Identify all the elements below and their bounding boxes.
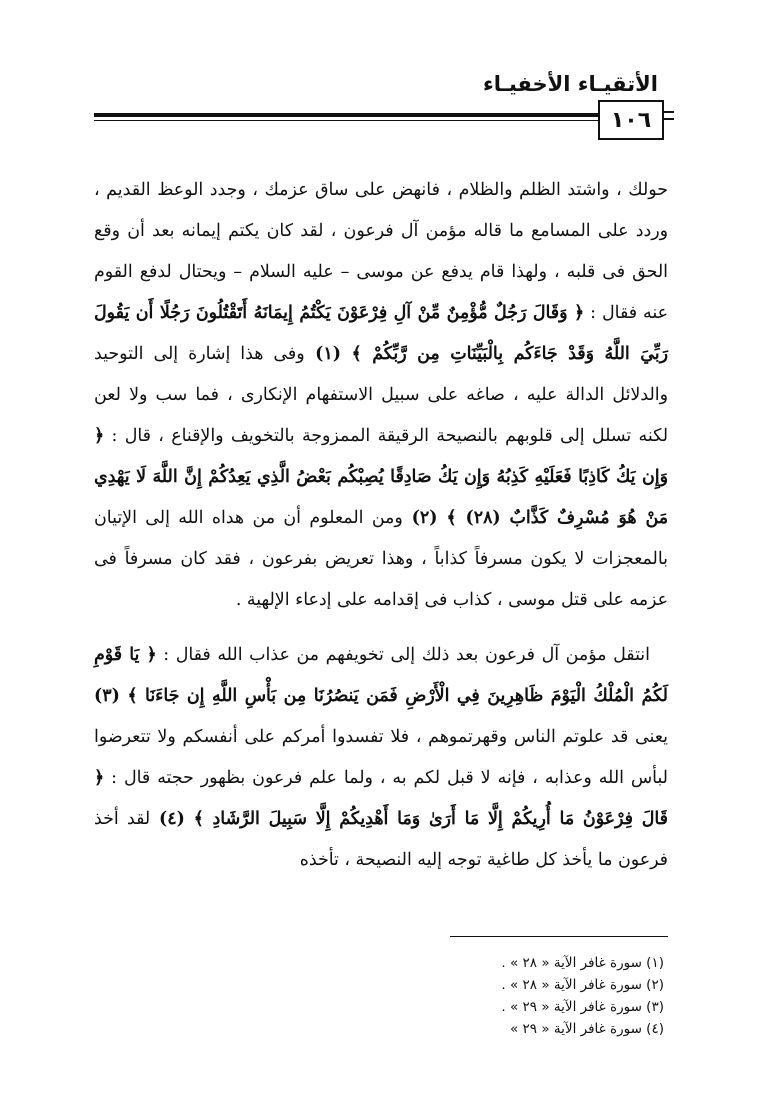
quran-quote: ﴿ يَا قَوْمِ لَكُمُ الْمُلْكُ الْيَوْمَ ظَاهِرِينَ فِي الْأَرْضِ فَمَن يَنصُرُنَا مِن بَأْسِ اللَّهِ إِن جَاءَنَا ﴾ xyxy=(94,645,668,706)
quran-quote: ﴿ وَقَالَ رَجُلٌ مُّؤْمِنٌ مِّنْ آلِ فِرْعَوْنَ يَكْتُمُ إِيمَانَهُ أَتَقْتُلُونَ رَجُلًا أَن يَقُولَ رَبِّيَ اللَّهُ وَقَدْ جَاءَكُم بِالْبَيِّنَاتِ مِن رَّبِّكُمْ ﴾ xyxy=(94,303,668,364)
body-text xyxy=(94,170,668,881)
footnotes xyxy=(501,952,664,1040)
paragraph xyxy=(94,635,668,881)
footnote-ref: (٢) xyxy=(402,508,447,528)
text-run: انتقل مؤمن آل فرعون بعد ذلك إلى تخويفهم من عذاب الله فقال : xyxy=(156,645,650,665)
footnote-ref: (١) xyxy=(304,344,352,364)
footnote-rule xyxy=(450,936,668,937)
text-run: وفى هذا إشارة إلى التوحيد والدلائل الدالة عليه ، صاغه على سبيل الاستفهام الإنكارى ، فما سب ولا لعن لكنه تسلل إلى قلوبهم بالنصيحة الرقيقة الممزوجة بالتخويف والإقناع ، قال : xyxy=(94,344,668,446)
text-run: ومن المعلوم أن من هداه الله إلى الإتيان بالمعجزات لا يكون مسرفاً كذاباً ، وهذا تعريض بفرعون ، فقد كان مسرفاً فى عزمه على قتل موسى ، كذاب فى إقدامه على إدعاء الإلهية . xyxy=(94,508,668,610)
page-number: ١٠٦ xyxy=(598,100,664,140)
footnote: (١) سورة غافر الآية « ٢٨ » . xyxy=(501,955,664,971)
footnote: (٣) سورة غافر الآية « ٢٩ » . xyxy=(501,999,664,1015)
footnote-ref: (٤) xyxy=(150,809,194,829)
text-run: حولك ، واشتد الظلم والظلام ، فانهض على ساق عزمك ، وجدد الوعظ القديم ، وردد على المسامع ما قاله مؤمن آل فرعون ، لقد كان يكتم إيمانه بعد أن وقع الحق فى قلبه ، ولهذا قام يدفع عن موسى – عليه السلام – ويحتال لدفع القوم عنه فقال : xyxy=(94,180,668,323)
header-rule xyxy=(94,113,636,121)
footnote-ref: (٣) xyxy=(94,686,128,706)
text-run: يعنى قد علوتم الناس وقهرتموهم ، فلا تفسدوا أمركم على أنفسكم ولا تتعرضوا لبأس الله وعذابه ، فإنه لا قبل لكم به ، ولما علم فرعون بظهور حجته قال : xyxy=(94,727,668,788)
quran-quote: ﴿ قَالَ فِرْعَوْنُ مَا أُرِيكُمْ إِلَّا مَا أَرَىٰ وَمَا أَهْدِيكُمْ إِلَّا سَبِيلَ الرَّشَادِ ﴾ xyxy=(94,768,668,829)
text-run: لقد أخذ فرعون ما يأخذ كل طاغية توجه إليه النصيحة ، تأخذه xyxy=(94,809,668,870)
footnote: (٤) سورة غافر الآية « ٢٩ » xyxy=(509,1021,664,1037)
paragraph xyxy=(94,170,668,621)
quran-quote: ﴿ وَإِن يَكُ كَاذِبًا فَعَلَيْهِ كَذِبُهُ وَإِن يَكُ صَادِقًا يُصِبْكُم بَعْضُ الَّذِي يَعِدُكُمْ إِنَّ اللَّهَ لَا يَهْدِي مَنْ هُوَ مُسْرِفٌ كَذَّابٌ (٢٨) ﴾ xyxy=(94,426,669,528)
running-title: الأتقيـاء الأخفيـاء xyxy=(483,72,658,96)
footnote: (٢) سورة غافر الآية « ٢٨ » . xyxy=(501,977,664,993)
